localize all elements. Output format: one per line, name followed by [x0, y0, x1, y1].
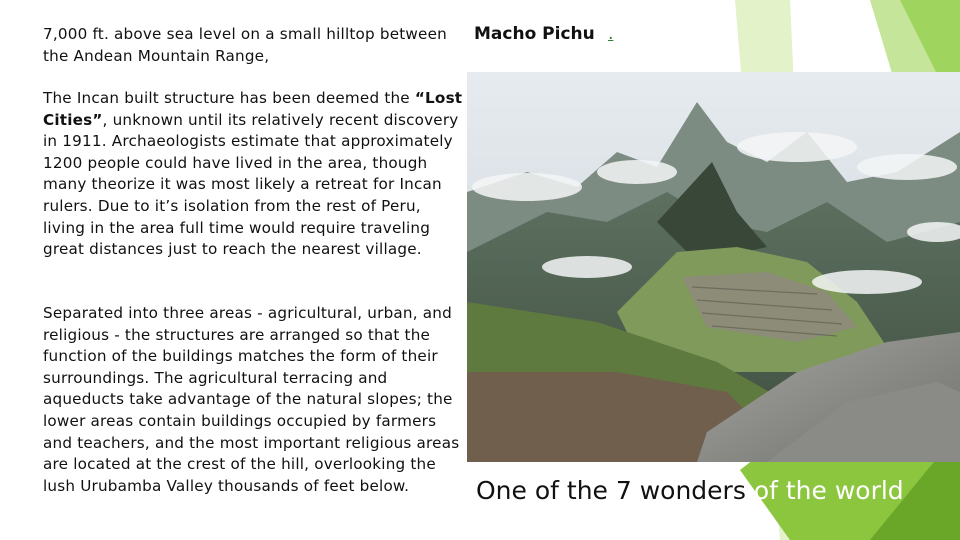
intro-paragraph: 7,000 ft. above sea level on a small hilltop between the Andean Mountain Range,	[43, 25, 447, 65]
machu-picchu-photo	[467, 72, 960, 462]
slide-title: Macho Pichu	[474, 24, 595, 44]
history-paragraph	[43, 88, 463, 261]
history-text-before: The Incan built structure has been deemed the	[43, 89, 415, 107]
title-link[interactable]: .	[608, 24, 614, 44]
lost-cities-text: “Lost Cities”	[43, 89, 463, 129]
history-text-after: , unknown until its relatively recent discovery in 1911. Archaeologists estimate that approximately 1200 people could have lived in the area, though many theorize it was most likely a retreat for Incan rulers. Due to it’s isolation from the rest of Peru, living in the area full time would require traveling great distances just to reach the nearest village.	[43, 110, 459, 259]
caption-tail: of the world	[745, 476, 904, 505]
caption-main: One of the 7 wonders	[476, 476, 746, 505]
layout-paragraph: Separated into three areas - agricultural, urban, and religious - the structures are arranged so that the function of the buildings matches the form of their surroundings. The agricultural terracing and aqueducts take advantage of the natural slopes; the lower areas contain buildings occupied by farmers and teachers, and the most important religious areas are located at the crest of the hill, overlooking the lush Urubamba Valley thousands of feet below.	[43, 304, 460, 495]
photo-caption	[476, 476, 904, 505]
